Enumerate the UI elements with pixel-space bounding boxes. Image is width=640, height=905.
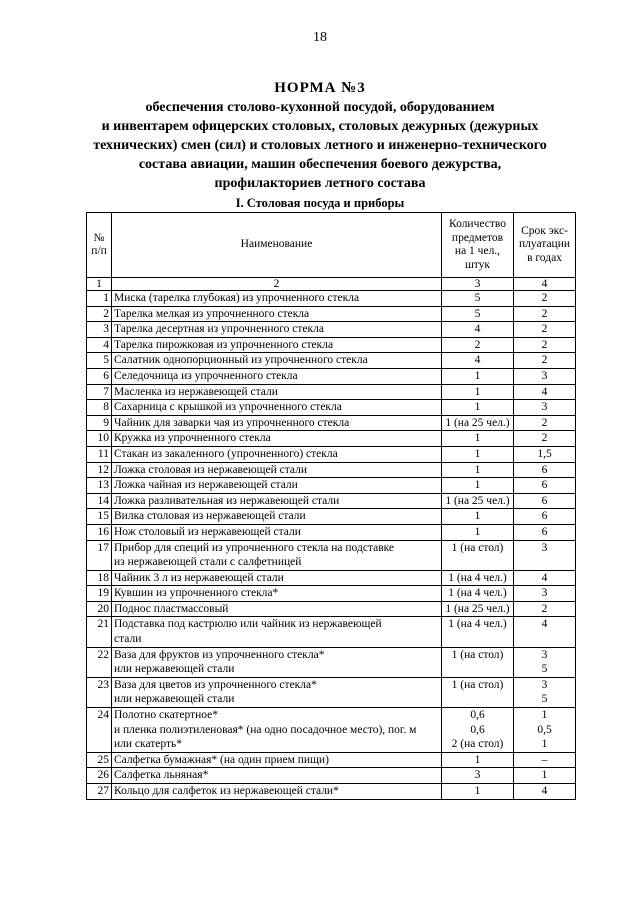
item-name-line: Салфетка льняная* [114, 769, 209, 782]
item-name [112, 415, 442, 431]
item-name-line: Салфетка бумажная* (на один прием пищи) [114, 753, 329, 766]
row-number: 24 [87, 708, 112, 753]
row-number: 1 [87, 291, 112, 307]
item-name [112, 752, 442, 768]
subtitle-line: обеспечения столово-кухонной посудой, оборудованием [145, 100, 495, 115]
table-row [87, 677, 576, 707]
item-quantity [442, 478, 514, 494]
item-service-life-line: 6 [541, 463, 548, 476]
item-name-line: Тарелка пирожковая из упрочненного стекла [114, 338, 334, 351]
table-row [87, 509, 576, 525]
item-service-life [514, 617, 576, 647]
table-row [87, 493, 576, 509]
item-quantity-line: 1 (на 25 чел.) [445, 602, 510, 615]
subtitle-line: технических) смен (сил) и столовых летного и инженерно-технического [93, 138, 547, 153]
row-number: 22 [87, 647, 112, 677]
row-number: 15 [87, 509, 112, 525]
item-name [112, 368, 442, 384]
item-service-life [514, 677, 576, 707]
item-service-life-line: 3 [541, 587, 548, 600]
item-name-line: Ваза для цветов из упрочненного стекла* [114, 678, 317, 691]
item-quantity [442, 540, 514, 570]
row-number: 25 [87, 752, 112, 768]
item-quantity [442, 708, 514, 753]
row-number: 26 [87, 768, 112, 784]
item-service-life-line: 0,5 [537, 723, 552, 736]
item-name-line: Селедочница из упрочненного стекла [114, 369, 298, 382]
item-service-life-line: 2 [541, 323, 548, 336]
table-row [87, 478, 576, 494]
item-quantity-line: 4 [474, 354, 481, 367]
column-number: 2 [112, 278, 442, 291]
item-service-life [514, 524, 576, 540]
table-row [87, 353, 576, 369]
item-name-line: Чайник 3 л из нержавеющей стали [114, 571, 284, 584]
item-name-line: Полотно скатертное* [114, 709, 219, 722]
item-quantity [442, 509, 514, 525]
item-quantity-line: 1 (на стол) [451, 648, 504, 661]
item-quantity [442, 617, 514, 647]
item-name [112, 524, 442, 540]
item-quantity [442, 431, 514, 447]
item-quantity [442, 647, 514, 677]
header-name: Наименование [112, 213, 442, 278]
item-quantity-line: 1 [474, 753, 481, 766]
table-row [87, 446, 576, 462]
item-name [112, 617, 442, 647]
item-quantity [442, 601, 514, 617]
item-name-line: Масленка из нержавеющей стали [114, 385, 278, 398]
header-qty: Количество предметов на 1 чел., штук [442, 213, 514, 278]
table-row [87, 291, 576, 307]
item-quantity-line: 1 (на стол) [451, 541, 504, 554]
item-quantity [442, 368, 514, 384]
item-name-line: Ложка разливательная из нержавеющей стали [114, 494, 340, 507]
item-name-line: Миска (тарелка глубокая) из упрочненного стекла [114, 292, 360, 304]
table-row [87, 647, 576, 677]
item-name-line: или нержавеющей стали [114, 693, 235, 706]
item-quantity [442, 353, 514, 369]
table-header-row [87, 213, 576, 278]
item-service-life [514, 752, 576, 768]
item-name-line: Ваза для фруктов из упрочненного стекла* [114, 648, 325, 661]
item-quantity [442, 493, 514, 509]
item-quantity-line: 5 [474, 307, 481, 320]
item-quantity [442, 322, 514, 338]
item-quantity [442, 415, 514, 431]
item-quantity-line: 3 [474, 769, 481, 782]
item-service-life [514, 768, 576, 784]
item-name [112, 586, 442, 602]
table-row [87, 306, 576, 322]
item-name [112, 677, 442, 707]
table-row [87, 524, 576, 540]
item-name [112, 768, 442, 784]
table-row [87, 708, 576, 753]
header-num: № п/п [87, 213, 112, 278]
row-number: 8 [87, 400, 112, 416]
subtitle-line: состава авиации, машин обеспечения боевого дежурства, [138, 157, 502, 172]
table-row [87, 431, 576, 447]
item-name [112, 509, 442, 525]
item-name-line: Кувшин из упрочненного стекла* [114, 587, 279, 600]
column-number-row [87, 278, 576, 291]
item-service-life-line: 5 [541, 693, 548, 706]
item-service-life [514, 509, 576, 525]
item-quantity [442, 586, 514, 602]
item-name [112, 431, 442, 447]
item-service-life-line: 4 [541, 385, 548, 398]
item-quantity-line: 1 [474, 432, 481, 445]
item-name-line: Сахарница с крышкой из упрочненного стекла [114, 401, 342, 414]
item-service-life-line: 3 [541, 678, 548, 691]
item-service-life [514, 415, 576, 431]
row-number: 21 [87, 617, 112, 647]
item-quantity-line: 1 (на 4 чел.) [448, 571, 507, 584]
item-quantity-line: 1 [474, 525, 481, 538]
row-number: 3 [87, 322, 112, 338]
item-name [112, 601, 442, 617]
item-name [112, 784, 442, 800]
item-service-life-line: 6 [541, 525, 548, 538]
item-name-line: Нож столовый из нержавеющей стали [114, 525, 301, 538]
item-service-life [514, 493, 576, 509]
item-name [112, 708, 442, 753]
item-name-line: Кружка из упрочненного стекла [114, 432, 271, 445]
item-service-life-line: 3 [541, 648, 548, 661]
item-name [112, 446, 442, 462]
table-row [87, 617, 576, 647]
item-service-life-line: 1 [541, 709, 548, 722]
row-number: 4 [87, 337, 112, 353]
norm-title: НОРМА №3 [274, 80, 366, 96]
item-name [112, 647, 442, 677]
column-number: 1 [87, 278, 112, 291]
item-service-life-line: 3 [541, 541, 548, 554]
item-service-life-line: 2 [541, 432, 548, 445]
row-number: 16 [87, 524, 112, 540]
item-service-life [514, 291, 576, 307]
item-service-life-line: 4 [541, 785, 548, 797]
item-quantity-line: 1 [474, 401, 481, 414]
item-name [112, 462, 442, 478]
row-number: 2 [87, 306, 112, 322]
item-name [112, 306, 442, 322]
row-number: 7 [87, 384, 112, 400]
item-name-line: Поднос пластмассовый [114, 602, 229, 615]
item-service-life-line: 2 [541, 338, 548, 351]
item-service-life [514, 368, 576, 384]
item-quantity-line: 2 (на стол) [451, 738, 504, 751]
item-service-life-line: 1 [541, 769, 548, 782]
row-number: 18 [87, 570, 112, 586]
item-service-life [514, 478, 576, 494]
item-quantity [442, 291, 514, 307]
item-service-life [514, 337, 576, 353]
item-name [112, 540, 442, 570]
table-row [87, 368, 576, 384]
item-name-line: Тарелка десертная из упрочненного стекла [114, 323, 324, 336]
item-quantity-line: 1 (на 4 чел.) [448, 587, 507, 600]
item-quantity [442, 524, 514, 540]
item-quantity [442, 306, 514, 322]
item-quantity [442, 462, 514, 478]
item-name-line: или скатерть* [114, 738, 182, 751]
table-row [87, 586, 576, 602]
item-quantity-line: 1 (на 25 чел.) [445, 494, 510, 507]
item-service-life [514, 586, 576, 602]
table-body [87, 291, 576, 800]
header-term: Срок экс- плуатации в годах [514, 213, 576, 278]
item-name-line: Прибор для специй из упрочненного стекла на подставке [114, 541, 395, 554]
item-service-life [514, 784, 576, 800]
item-name-line: Стакан из закаленного (упрочненного) стекла [114, 447, 338, 460]
item-quantity [442, 768, 514, 784]
item-service-life [514, 647, 576, 677]
table-row [87, 540, 576, 570]
item-name [112, 493, 442, 509]
item-name-line: из нержавеющей стали с салфетницей [114, 556, 302, 569]
item-quantity-line: 1 (на 25 чел.) [445, 416, 510, 429]
item-service-life [514, 400, 576, 416]
row-number: 20 [87, 601, 112, 617]
item-service-life-line: 1,5 [537, 447, 552, 460]
item-name-line: или нержавеющей стали [114, 663, 235, 676]
item-quantity [442, 677, 514, 707]
item-name [112, 337, 442, 353]
item-name-line: Тарелка мелкая из упрочненного стекла [114, 307, 310, 320]
item-service-life-line: 2 [541, 416, 548, 429]
item-name-line: Ложка столовая из нержавеющей стали [114, 463, 307, 476]
subtitle-line: профилакториев летного состава [214, 176, 426, 191]
item-name-line: Чайник для заварки чая из упрочненного стекла [114, 416, 350, 429]
subtitle-line: и инвентарем офицерских столовых, столовых дежурных (дежурных [101, 119, 539, 134]
row-number: 13 [87, 478, 112, 494]
item-service-life [514, 462, 576, 478]
table-row [87, 384, 576, 400]
item-service-life-line: 5 [541, 663, 548, 676]
item-quantity [442, 784, 514, 800]
item-quantity-line: 1 [474, 479, 481, 492]
item-quantity [442, 752, 514, 768]
table-row [87, 462, 576, 478]
item-quantity [442, 570, 514, 586]
item-service-life-line: 3 [541, 369, 548, 382]
item-quantity [442, 337, 514, 353]
table-row [87, 768, 576, 784]
item-name-line: Вилка столовая из нержавеющей стали [114, 510, 306, 523]
item-quantity-line: 2 [474, 338, 481, 351]
item-quantity-line: 1 [474, 369, 481, 382]
table-row [87, 415, 576, 431]
row-number: 6 [87, 368, 112, 384]
item-quantity-line: 1 [474, 785, 481, 797]
row-number: 27 [87, 784, 112, 800]
item-quantity-line: 5 [474, 292, 481, 304]
item-quantity-line: 1 (на стол) [451, 678, 504, 691]
row-number: 17 [87, 540, 112, 570]
item-service-life-line: 6 [541, 494, 548, 507]
item-service-life [514, 601, 576, 617]
norm-table [86, 212, 576, 800]
item-service-life [514, 353, 576, 369]
item-service-life [514, 384, 576, 400]
item-service-life-line: 6 [541, 479, 548, 492]
column-number: 3 [442, 278, 514, 291]
item-service-life-line: – [541, 753, 548, 766]
page-number: 18 [313, 30, 327, 45]
item-quantity-line: 1 (на 4 чел.) [448, 618, 507, 631]
item-name [112, 291, 442, 307]
table-row [87, 400, 576, 416]
item-name [112, 353, 442, 369]
item-name [112, 478, 442, 494]
row-number: 9 [87, 415, 112, 431]
section-title: I. Столовая посуда и приборы [235, 196, 405, 210]
table-row [87, 784, 576, 800]
item-service-life-line: 3 [541, 401, 548, 414]
item-service-life-line: 2 [541, 602, 548, 615]
row-number: 12 [87, 462, 112, 478]
item-quantity-line: 1 [474, 463, 481, 476]
item-quantity-line: 1 [474, 510, 481, 523]
item-service-life-line: 2 [541, 354, 548, 367]
column-number: 4 [514, 278, 576, 291]
item-quantity [442, 400, 514, 416]
item-quantity-line: 0,6 [470, 709, 485, 722]
item-service-life-line: 1 [541, 738, 548, 751]
row-number: 19 [87, 586, 112, 602]
item-service-life [514, 431, 576, 447]
item-name [112, 322, 442, 338]
item-service-life [514, 306, 576, 322]
item-service-life-line: 4 [541, 618, 548, 631]
item-service-life-line: 2 [541, 307, 548, 320]
table-row [87, 570, 576, 586]
item-quantity [442, 384, 514, 400]
row-number: 14 [87, 493, 112, 509]
item-name-line: и пленка полиэтиленовая* (на одно посадочное место), пог. м [114, 723, 417, 736]
item-name-line: стали [114, 633, 142, 646]
table-row [87, 337, 576, 353]
item-name [112, 570, 442, 586]
item-name-line: Подставка под кастрюлю или чайник из нержавеющей [114, 618, 382, 631]
row-number: 10 [87, 431, 112, 447]
item-quantity-line: 4 [474, 323, 481, 336]
norm-subtitle [60, 98, 580, 193]
item-quantity-line: 1 [474, 385, 481, 398]
row-number: 5 [87, 353, 112, 369]
item-service-life-line: 4 [541, 571, 548, 584]
row-number: 23 [87, 677, 112, 707]
table-row [87, 601, 576, 617]
item-service-life-line: 2 [541, 292, 548, 304]
item-name [112, 400, 442, 416]
item-service-life-line: 6 [541, 510, 548, 523]
item-service-life [514, 446, 576, 462]
item-name-line: Ложка чайная из нержавеющей стали [114, 479, 298, 492]
item-name-line: Кольцо для салфеток из нержавеющей стали* [114, 785, 339, 797]
item-name-line: Салатник однопорционный из упрочненного стекла [114, 354, 368, 367]
item-service-life [514, 322, 576, 338]
table-row [87, 322, 576, 338]
table-row [87, 752, 576, 768]
item-service-life [514, 708, 576, 753]
item-service-life [514, 570, 576, 586]
item-service-life [514, 540, 576, 570]
item-quantity-line: 0,6 [470, 723, 485, 736]
item-quantity [442, 446, 514, 462]
row-number: 11 [87, 446, 112, 462]
item-quantity-line: 1 [474, 447, 481, 460]
item-name [112, 384, 442, 400]
